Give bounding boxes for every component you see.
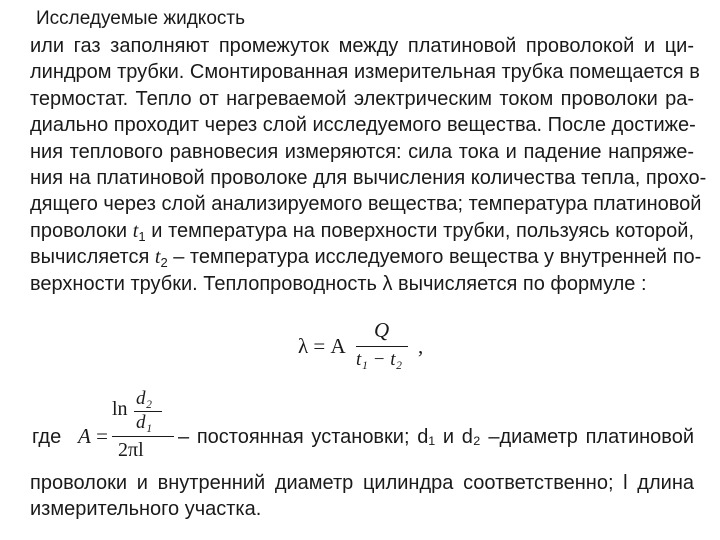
paragraph-line: линдром трубки. Смонтированная измерительная трубка помещается в <box>30 61 700 84</box>
heading: Исследуемые жидкость <box>36 8 245 29</box>
a-equals <box>78 424 108 449</box>
definition-line <box>30 388 694 472</box>
text-fragment: – температура исследуемого вещества у внутренней по- <box>167 246 702 269</box>
d2-symbol: d₂ <box>136 388 153 409</box>
tail-paragraph <box>30 470 694 523</box>
formula-lhs: λ = A <box>298 334 346 358</box>
subscript: 2 <box>160 255 168 271</box>
fraction-denominator: 2πl <box>118 439 144 461</box>
d1-symbol: d₁ <box>136 412 153 433</box>
body-paragraph <box>30 33 707 297</box>
paragraph-line: термостат. Тепло от нагреваемой электрическим током проволоки ра- <box>30 87 694 110</box>
formula-comma: , <box>418 334 424 358</box>
text-fragment: и температура на поверхности трубки, пользуясь которой, <box>145 219 694 242</box>
outer-fraction-bar <box>112 436 174 437</box>
formula-denominator: t₁ − t₂ <box>356 349 403 370</box>
fraction-bar <box>356 346 408 347</box>
ln-symbol: ln <box>112 398 128 420</box>
equals-sign: = <box>90 424 108 448</box>
paragraph-line: верхности трубки. Теплопроводность λ вычисляется по формуле : <box>30 272 647 295</box>
where-word: где <box>32 426 62 448</box>
formula-numerator: Q <box>374 318 390 342</box>
paragraph-line: или газ заполняют промежуток между платиновой проволокой и ци- <box>30 35 694 57</box>
text-fragment: проволоки <box>30 219 133 242</box>
text-fragment: вычисляется <box>30 246 155 269</box>
paragraph-line: дящего через слой анализируемого вещества; температура платиновой <box>30 193 702 216</box>
paragraph-line: ния на платиновой проволоке для вычисления количества тепла, прохо- <box>30 166 707 189</box>
paragraph-line: ния теплового равновесия измеряются: сила тока и падение напряже- <box>30 140 694 163</box>
variable-t: t <box>154 246 161 269</box>
tail-line: измерительного участка. <box>30 498 262 521</box>
paragraph-line-9 <box>30 244 702 271</box>
thermal-conductivity-formula <box>298 318 438 378</box>
definition-text: – постоянная установки; d₁ и d₂ –диаметр платиновой <box>178 426 694 448</box>
variable-t: t <box>132 219 139 242</box>
a-symbol: A <box>78 424 91 448</box>
paragraph-line-8 <box>30 218 694 244</box>
subscript: 1 <box>138 228 146 244</box>
tail-line: проволоки и внутренний диаметр цилиндра соответственно; l длина <box>30 472 694 494</box>
paragraph-line: диально проходит через слой исследуемого вещества. После достиже- <box>30 114 696 137</box>
